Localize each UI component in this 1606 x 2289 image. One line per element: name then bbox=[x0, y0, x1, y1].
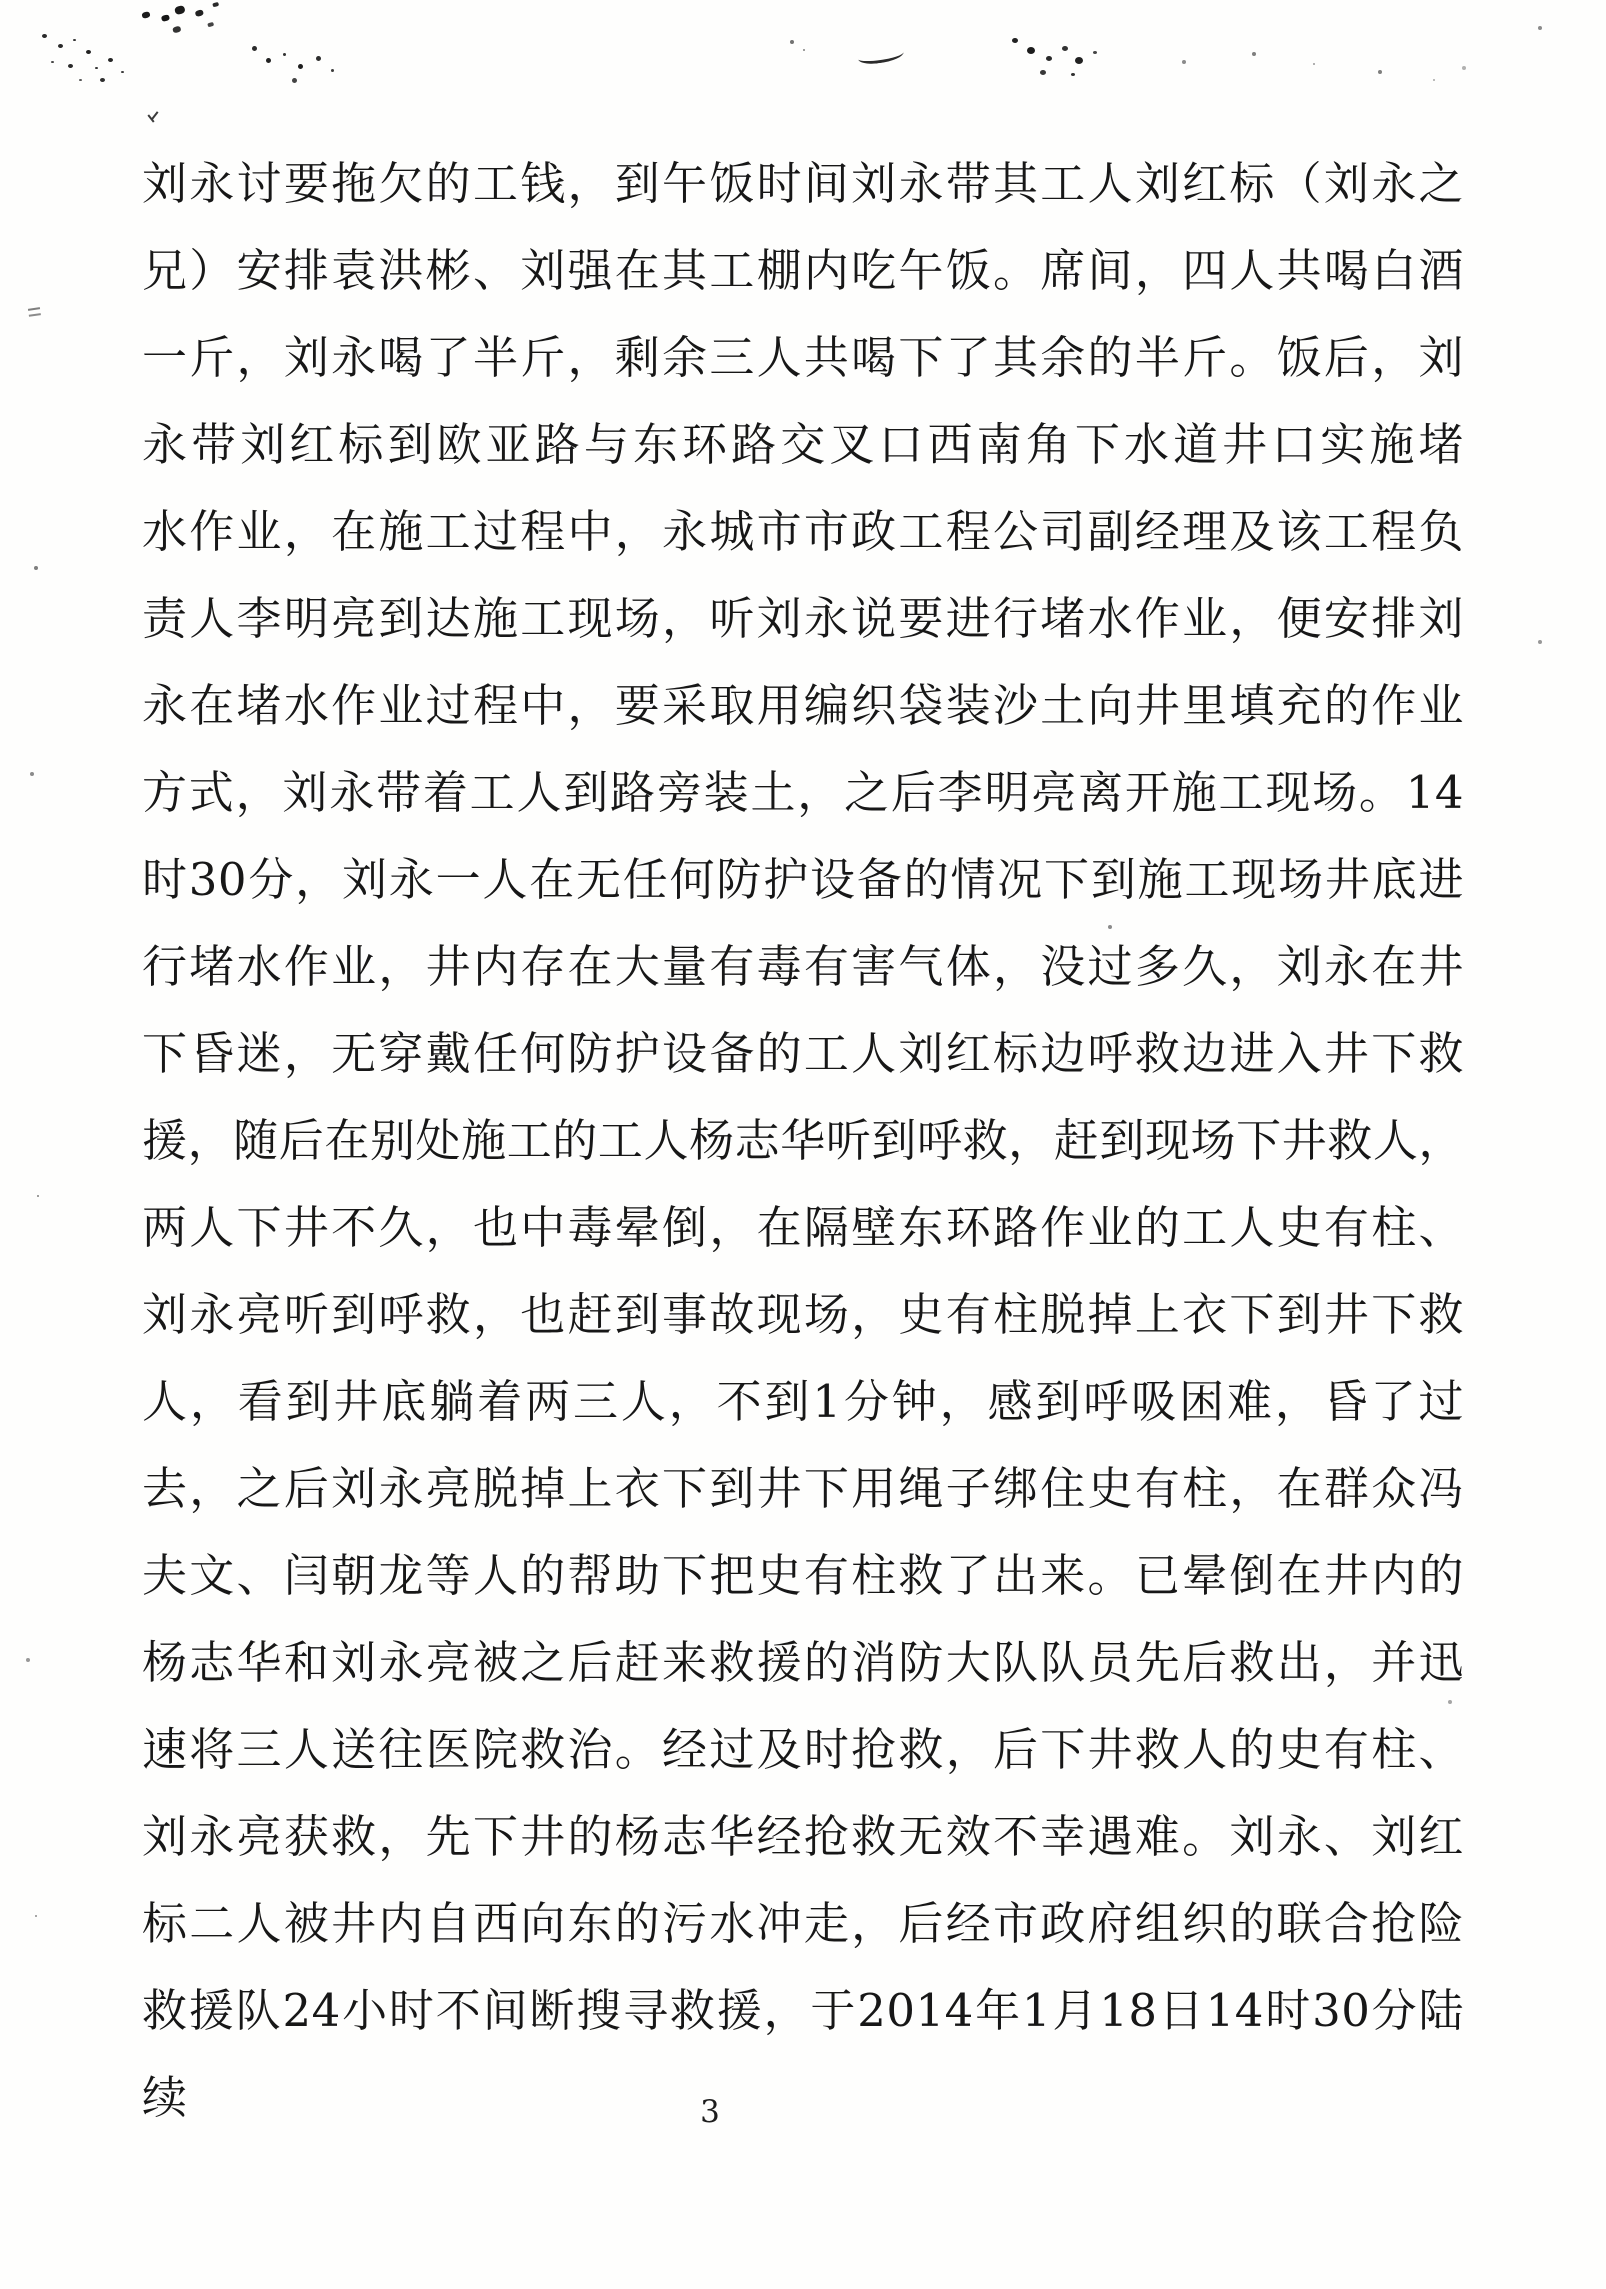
text-line: 速将三人送往医院救治。经过及时抢救，后下井救人的史有柱、 bbox=[142, 1723, 1464, 1776]
document-body bbox=[142, 140, 1464, 2124]
text-line: 时30分，刘永一人在无任何防护设备的情况下到施工现场井底进 bbox=[142, 853, 1464, 906]
scan-noise-smudge bbox=[252, 46, 257, 51]
text-line: 标二人被井内自西向东的污水冲走，后经市政府组织的联合抢险 bbox=[142, 1897, 1464, 1950]
text-line: 刘永亮听到呼救，也赶到事故现场，史有柱脱掉上衣下到井下救 bbox=[142, 1288, 1464, 1341]
scan-noise-smudge bbox=[42, 34, 47, 38]
text-line: 刘永亮获救，先下井的杨志华经抢救无效不幸遇难。刘永、刘红 bbox=[142, 1810, 1464, 1863]
text-line: 救援队24小时不间断搜寻救援，于2014年1月18日14时30分陆续 bbox=[142, 1984, 1464, 2124]
text-line: 永在堵水作业过程中，要采取用编织袋装沙土向井里填充的作业 bbox=[142, 679, 1464, 732]
text-line: 刘永讨要拖欠的工钱，到午饭时间刘永带其工人刘红标（刘永之 bbox=[142, 157, 1464, 210]
scan-noise-dots bbox=[790, 40, 794, 44]
scan-noise-dots bbox=[1182, 60, 1186, 64]
text-line: 永带刘红标到欧亚路与东环路交叉口西南角下水道井口实施堵 bbox=[142, 418, 1464, 471]
text-line: 兄）安排袁洪彬、刘强在其工棚内吃午饭。席间，四人共喝白酒 bbox=[142, 244, 1464, 297]
scan-noise-smudge bbox=[141, 11, 150, 19]
text-line: 两人下井不久，也中毒晕倒，在隔壁东环路作业的工人史有柱、 bbox=[142, 1201, 1464, 1254]
text-line: 杨志华和刘永亮被之后赶来救援的消防大队队员先后救出，并迅 bbox=[142, 1636, 1464, 1689]
page-number: 3 bbox=[700, 2094, 720, 2130]
text-line: 方式，刘永带着工人到路旁装土，之后李明亮离开施工现场。14 bbox=[142, 766, 1464, 819]
text-line: 人，看到井底躺着两三人，不到1分钟，感到呼吸困难，昏了过 bbox=[142, 1375, 1464, 1428]
scan-noise-smudge bbox=[1012, 38, 1018, 43]
scan-noise-dots bbox=[34, 566, 38, 570]
text-line: 行堵水作业，井内存在大量有毒有害气体，没过多久，刘永在井 bbox=[142, 940, 1464, 993]
text-line: 去，之后刘永亮脱掉上衣下到井下用绳子绑住史有柱，在群众冯 bbox=[142, 1462, 1464, 1515]
text-line: 水作业，在施工过程中，永城市市政工程公司副经理及该工程负 bbox=[142, 505, 1464, 558]
scan-noise-mark bbox=[28, 307, 40, 311]
text-line: 责人李明亮到达施工现场，听刘永说要进行堵水作业，便安排刘 bbox=[142, 592, 1464, 645]
text-line: 下昏迷，无穿戴任何防护设备的工人刘红标边呼救边进入井下救 bbox=[142, 1027, 1464, 1080]
text-line: 一斤，刘永喝了半斤，剩余三人共喝下了其余的半斤。饭后，刘 bbox=[142, 331, 1464, 384]
scan-noise-dots bbox=[1538, 640, 1542, 644]
scan-noise-squiggle bbox=[857, 46, 904, 66]
text-line: 援，随后在别处施工的工人杨志华听到呼救，赶到现场下井救人， bbox=[142, 1114, 1464, 1167]
scan-noise-mark bbox=[147, 114, 154, 122]
text-line: 夫文、闫朝龙等人的帮助下把史有柱救了出来。已晕倒在井内的 bbox=[142, 1549, 1464, 1602]
